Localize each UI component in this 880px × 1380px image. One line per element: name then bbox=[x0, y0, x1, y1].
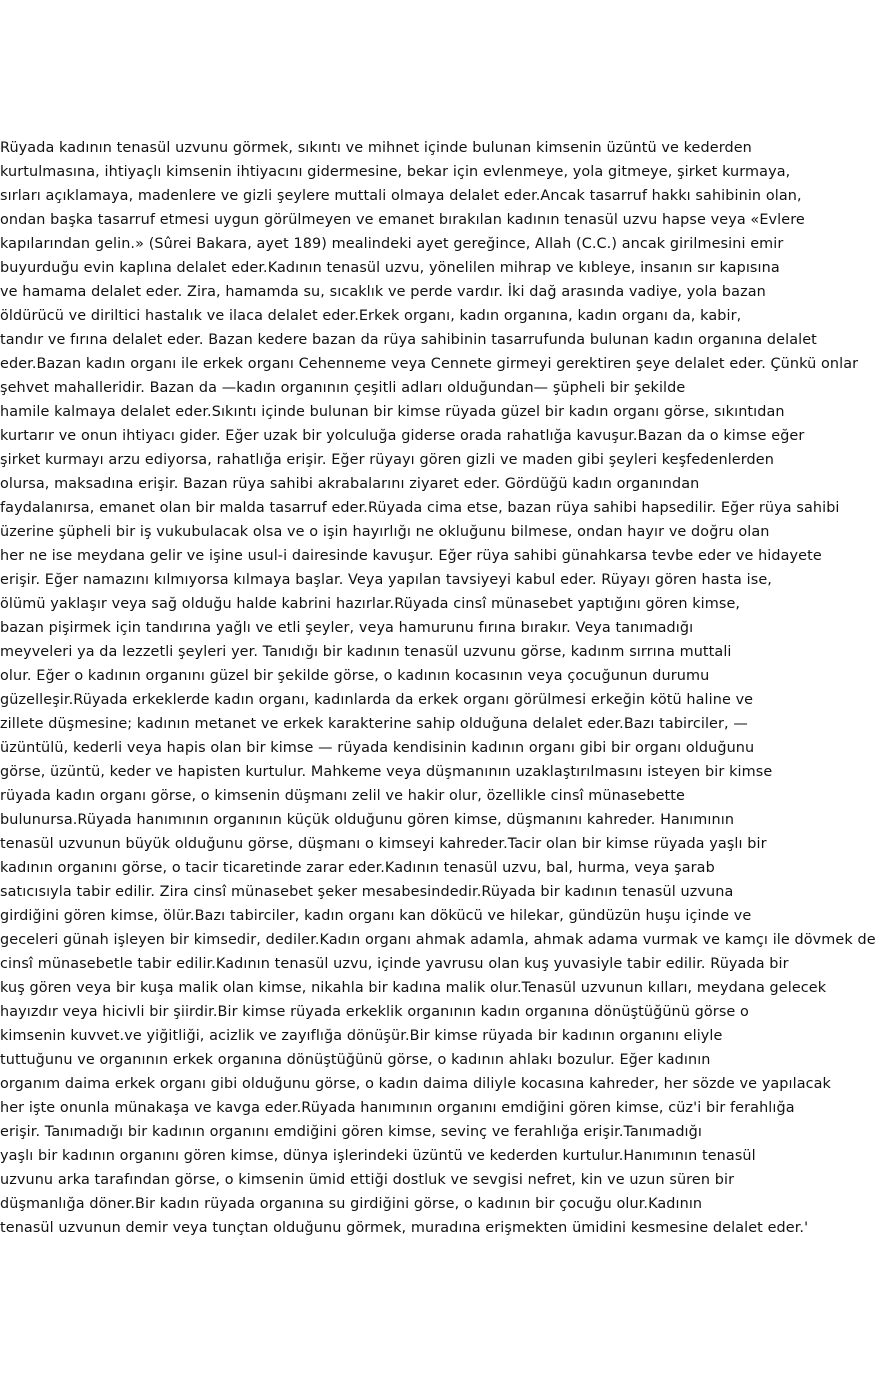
article-body bbox=[0, 136, 880, 1240]
text-line: olur. Eğer o kadının organını güzel bir şekilde görse, o kadının kocasının veya çocuğunun durumu bbox=[0, 668, 710, 684]
text-line: kurtulmasına, ihtiyaçlı kimsenin ihtiyacını gidermesine, bekar için evlenmeye, yola gitmeye, şirket kurmaya, bbox=[0, 164, 791, 180]
text-line: görse, üzüntü, keder ve hapisten kurtulur. Mahkeme veya düşmanının uzaklaştırılmasını isteyen bir kimse bbox=[0, 764, 773, 780]
text-line: tenasül uzvunun demir veya tunçtan olduğunu görmek, muradına erişmekten ümidini kesmesine delalet eder.' bbox=[0, 1220, 809, 1236]
text-line: girdiğini gören kimse, ölür.Bazı tabirciler, kadın organı kan dökücü ve hilekar, gündüzün huşu içinde ve bbox=[0, 908, 752, 924]
text-line: bazan pişirmek için tandırına yağlı ve etli şeyler, veya hamurunu fırına bırakır. Veya tanımadığı bbox=[0, 620, 694, 636]
text-line: uzvunu arka tarafından görse, o kimsenin ümid ettiği dostluk ve sevgisi nefret, kin ve uzun süren bir bbox=[0, 1172, 735, 1188]
text-line: üzüntülü, kederli veya hapis olan bir kimse — rüyada kendisinin kadının organı gibi bir organı olduğunu bbox=[0, 740, 755, 756]
text-line: kimsenin kuvvet.ve yiğitliği, acizlik ve zayıflığa dönüşür.Bir kimse rüyada bir kadının organını eliyle bbox=[0, 1028, 723, 1044]
text-line: kapılarından gelin.» (Sûrei Bakara, ayet 189) mealindeki ayet gereğince, Allah (C.C.) ancak girilmesini emir bbox=[0, 236, 784, 252]
text-line: ondan başka tasarruf etmesi uygun görülmeyen ve emanet bırakılan kadının tenasül uzvu hapse veya «Evlere bbox=[0, 212, 805, 228]
text-line: hayızdır veya hicivli bir şiirdir.Bir kimse rüyada erkeklik organının kadın organına dönüştüğünü görse o bbox=[0, 1004, 749, 1020]
text-line: ölümü yaklaşır veya sağ olduğu halde kabrini hazırlar.Rüyada cinsî münasebet yaptığını gören kimse, bbox=[0, 596, 741, 612]
text-line: olursa, maksadına erişir. Bazan rüya sahibi akrabalarını ziyaret eder. Gördüğü kadın organından bbox=[0, 476, 700, 492]
text-line: buyurduğu evin kaplına delalet eder.Kadının tenasül uzvu, yönelilen mihrap ve kıbleye, insanın sır kapısına bbox=[0, 260, 780, 276]
text-line: tandır ve fırına delalet eder. Bazan kedere bazan da rüya sahibinin tasarrufunda bulunan kadın organına delalet bbox=[0, 332, 817, 348]
text-line: hamile kalmaya delalet eder.Sıkıntı içinde bulunan bir kimse rüyada güzel bir kadın organı görse, sıkıntıdan bbox=[0, 404, 785, 420]
text-line: kuş gören veya bir kuşa malik olan kimse, nikahla bir kadına malik olur.Tenasül uzvunun kılları, meydana gelecek bbox=[0, 980, 827, 996]
text-line: sırları açıklamaya, madenlere ve gizli şeylere muttali olmaya delalet eder.Ancak tasarruf hakkı sahibinin olan, bbox=[0, 188, 802, 204]
text-line: Rüyada kadının tenasül uzvunu görmek, sıkıntı ve mihnet içinde bulunan kimsenin üzüntü ve kederden bbox=[0, 140, 752, 156]
text-line: erişir. Tanımadığı bir kadının organını emdiğini gören kimse, sevinç ve ferahlığa erişir.Tanımadığı bbox=[0, 1124, 702, 1140]
text-line: cinsî münasebetle tabir edilir.Kadının tenasül uzvu, içinde yavrusu olan kuş yuvasiyle tabir edilir. Rüyada bir bbox=[0, 956, 789, 972]
text-line: güzelleşir.Rüyada erkeklerde kadın organı, kadınlarda da erkek organı görülmesi erkeğin kötü haline ve bbox=[0, 692, 754, 708]
text-line: düşmanlığa döner.Bir kadın rüyada organına su girdiğini görse, o kadının bir çocuğu olur.Kadının bbox=[0, 1196, 703, 1212]
text-line: zillete düşmesine; kadının metanet ve erkek karakterine sahip olduğuna delalet eder.Bazı tabirciler, — bbox=[0, 716, 748, 732]
text-line: kurtarır ve onun ihtiyacı gider. Eğer uzak bir yolculuğa giderse orada rahatlığa kavuşur.Bazan da o kimse eğer bbox=[0, 428, 805, 444]
text-line: ve hamama delalet eder. Zira, hamamda su, sıcaklık ve perde vardır. İki dağ arasında vadiye, yola bazan bbox=[0, 284, 766, 300]
text-line: üzerine şüpheli bir iş vukubulacak olsa ve o işin hayırlığı ne okluğunu bilmese, ondan hayır ve doğru olan bbox=[0, 524, 770, 540]
text-line: öldürücü ve diriltici hastalık ve ilaca delalet eder.Erkek organı, kadın organına, kadın organı da, kabir, bbox=[0, 308, 742, 324]
text-line: faydalanırsa, emanet olan bir malda tasarruf eder.Rüyada cima etse, bazan rüya sahibi hapsedilir. Eğer rüya sahibi bbox=[0, 500, 840, 516]
text-line: geceleri günah işleyen bir kimsedir, dediler.Kadın organı ahmak adamla, ahmak adama vurmak ve kamçı ile dövmek de bbox=[0, 932, 876, 948]
text-line: her ne ise meydana gelir ve işine usul-i dairesinde kavuşur. Eğer rüya sahibi günahkarsa tevbe eder ve hidayete bbox=[0, 548, 822, 564]
text-line: her işte onunla münakaşa ve kavga eder.Rüyada hanımının organını emdiğini gören kimse, cüz'i bir ferahlığa bbox=[0, 1100, 795, 1116]
text-line: tuttuğunu ve organının erkek organına dönüştüğünü görse, o kadının ahlakı bozulur. Eğer kadının bbox=[0, 1052, 711, 1068]
text-line: satıcısıyla tabir edilir. Zira cinsî münasebet şeker mesabesindedir.Rüyada bir kadının tenasül uzvuna bbox=[0, 884, 734, 900]
text-line: eder.Bazan kadın organı ile erkek organı Cehenneme veya Cennete girmeyi gerektiren şeye delalet eder. Çünkü onlar bbox=[0, 356, 859, 372]
text-line: bulunursa.Rüyada hanımının organının küçük olduğunu gören kimse, düşmanını kahreder. Hanımının bbox=[0, 812, 735, 828]
text-line: kadının organını görse, o tacir ticaretinde zarar eder.Kadının tenasül uzvu, bal, hurma, veya şarab bbox=[0, 860, 715, 876]
text-line: meyveleri ya da lezzetli şeyleri yer. Tanıdığı bir kadının tenasül uzvunu görse, kadınm sırrına muttali bbox=[0, 644, 732, 660]
text-line: şehvet mahalleridir. Bazan da —kadın organının çeşitli adları olduğundan— şüpheli bir şekilde bbox=[0, 380, 686, 396]
text-line: organım daima erkek organı gibi olduğunu görse, o kadın daima diliyle kocasına kahreder, her sözde ve yapılacak bbox=[0, 1076, 831, 1092]
text-line: yaşlı bir kadının organını gören kimse, dünya işlerindeki üzüntü ve kederden kurtulur.Hanımının tenasül bbox=[0, 1148, 756, 1164]
text-line: tenasül uzvunun büyük olduğunu görse, düşmanı o kimseyi kahreder.Tacir olan bir kimse rüyada yaşlı bir bbox=[0, 836, 767, 852]
text-line: rüyada kadın organı görse, o kimsenin düşmanı zelil ve hakir olur, özellikle cinsî münasebette bbox=[0, 788, 685, 804]
text-line: erişir. Eğer namazını kılmıyorsa kılmaya başlar. Veya yapılan tavsiyeyi kabul eder. Rüyayı gören hasta ise, bbox=[0, 572, 772, 588]
text-line: şirket kurmayı arzu ediyorsa, rahatlığa erişir. Eğer rüyayı gören gizli ve maden gibi şeyleri keşfedenlerden bbox=[0, 452, 774, 468]
